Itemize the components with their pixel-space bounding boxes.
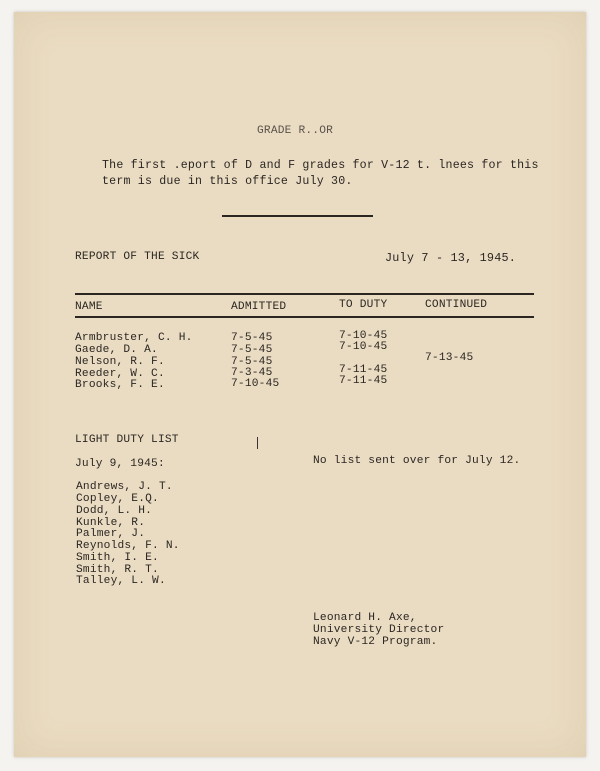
table-row-to-duty: 7-10-45 — [339, 330, 388, 342]
stray-mark — [257, 437, 258, 449]
table-row-name: Gaede, D. A. — [75, 344, 158, 356]
table-row-admitted: 7-5-45 — [231, 356, 273, 368]
light-duty-title: LIGHT DUTY LIST — [75, 434, 179, 446]
table-row-admitted: 7-3-45 — [231, 367, 273, 379]
list-item: Reynolds, F. N. — [76, 540, 180, 552]
table-header-rule — [75, 316, 534, 318]
table-row-admitted: 7-5-45 — [231, 344, 273, 356]
table-row-admitted: 7-10-45 — [231, 378, 280, 390]
document-title: GRADE R..OR — [257, 125, 334, 137]
light-duty-date: July 9, 1945: — [75, 458, 165, 470]
table-row-name: Nelson, R. F. — [75, 356, 165, 368]
table-top-rule — [75, 293, 534, 295]
list-item: Copley, E.Q. — [76, 493, 159, 505]
sick-report-title: REPORT OF THE SICK — [75, 251, 200, 263]
list-item: Dodd, L. H. — [76, 505, 153, 517]
notice-line-2: term is due in this office July 30. — [102, 175, 353, 188]
table-row-name: Reeder, W. C. — [75, 368, 165, 380]
signature-title: University Director — [313, 624, 445, 636]
list-item: Talley, L. W. — [76, 575, 166, 587]
table-row-to-duty: 7-11-45 — [339, 375, 388, 387]
separator-line — [222, 215, 373, 217]
list-item: Andrews, J. T. — [76, 481, 173, 493]
table-row-to-duty: 7-11-45 — [339, 364, 388, 376]
column-header-continued: CONTINUED — [425, 299, 488, 311]
column-header-name: NAME — [75, 301, 103, 313]
sick-report-date: July 7 - 13, 1945. — [385, 251, 517, 265]
list-item: Palmer, J. — [76, 528, 146, 540]
column-header-admitted: ADMITTED — [231, 301, 287, 313]
table-row-admitted: 7-5-45 — [231, 332, 273, 344]
document-page — [14, 12, 586, 757]
list-item: Kunkle, R. — [76, 517, 146, 529]
column-header-to-duty: TO DUTY — [339, 299, 388, 311]
signature-program: Navy V-12 Program. — [313, 636, 438, 648]
list-item: Smith, R. T. — [76, 564, 159, 576]
notice-line-1: The first .eport of D and F grades for V-12 t. lnees for this — [102, 159, 539, 172]
list-item: Smith, I. E. — [76, 552, 159, 564]
table-row-continued: 7-13-45 — [425, 352, 474, 364]
table-row-name: Brooks, F. E. — [75, 379, 165, 391]
light-duty-note: No list sent over for July 12. — [313, 455, 521, 467]
table-row-to-duty: 7-10-45 — [339, 341, 388, 353]
signature-name: Leonard H. Axe, — [313, 612, 417, 624]
table-row-name: Armbruster, C. H. — [75, 332, 193, 344]
